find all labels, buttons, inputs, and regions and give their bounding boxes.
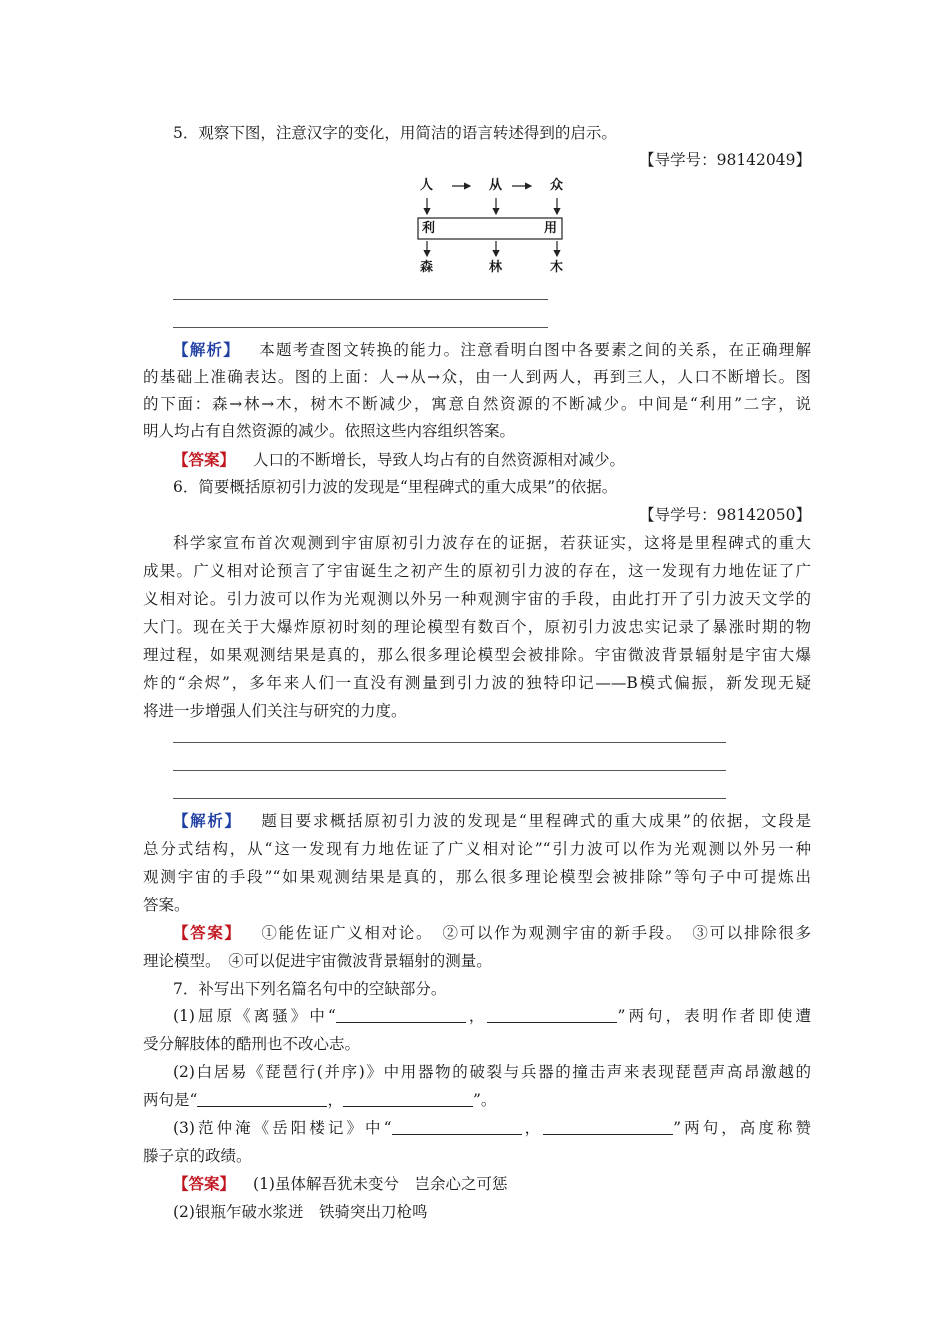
q7-item3-cont: 滕子京的政绩。 <box>143 1147 252 1165</box>
answer-tag: 【答案】 <box>173 1174 236 1193</box>
q6-analysis-line: 答案。 <box>143 896 190 914</box>
fill-blank[interactable] <box>197 1090 327 1107</box>
answer-line[interactable] <box>173 770 726 771</box>
character-diagram <box>414 176 569 280</box>
char-cong: 从 <box>489 178 503 193</box>
fill-blank[interactable] <box>343 1090 473 1107</box>
q7-item2-cont: 两句是“ ， ”。 <box>143 1091 497 1109</box>
answer-tag: 【答案】 <box>173 923 242 942</box>
char-yong: 用 <box>544 221 558 236</box>
answer-tag: 【答案】 <box>173 450 236 469</box>
q6-passage-line: 义相对论。引力波可以作为光观测以外另一种观测宇宙的手段，由此打开了引力波天文学的 <box>143 590 811 608</box>
q6-passage-line: 炸的“余烬”，多年来人们一直没有测量到引力波的独特印记——B模式偏振，新发现无疑 <box>143 674 811 692</box>
q6-answer-line: 理论模型。 ④可以促进宇宙微波背景辐射的测量。 <box>143 952 492 970</box>
q5-analysis-line: 明人均占有自然资源的减少。依照这些内容组织答案。 <box>143 422 516 440</box>
fill-blank[interactable] <box>392 1118 522 1135</box>
char-mu: 木 <box>550 260 564 275</box>
q6-answer-line: 【答案】 ①能佐证广义相对论。 ②可以作为观测宇宙的新手段。 ③可以排除很多 <box>173 923 811 942</box>
q6-analysis-line: 总分式结构，从“这一发现有力地佐证了广义相对论”“引力波可以作为光观测以外另一种 <box>143 840 811 858</box>
answer-line[interactable] <box>173 798 726 799</box>
q6-analysis-line: 观测宇宙的手段”“如果观测结果是真的，那么很多理论模型会被排除”等句子中可提炼出 <box>143 868 811 886</box>
q5-analysis-line: 的基础上准确表达。图的上面：人→从→众，由一人到两人，再到三人，人口不断增长。图 <box>143 368 811 386</box>
q7-item3: (3)范仲淹《岳阳楼记》中“ ， ”两句，高度称赞 <box>173 1119 811 1137</box>
q6-ref-number: 【导学号：98142050】 <box>639 506 811 524</box>
q6-passage-line: 科学家宣布首次观测到宇宙原初引力波存在的证据，若获证实，这将是里程碑式的重大 <box>173 534 811 552</box>
q5-prompt: 5．观察下图，注意汉字的变化，用简洁的语言转述得到的启示。 <box>173 124 617 142</box>
q7-prompt: 7．补写出下列名篇名句中的空缺部分。 <box>173 980 447 998</box>
char-lin: 林 <box>489 260 503 275</box>
q6-passage-line: 将进一步增强人们关注与研究的力度。 <box>143 702 407 720</box>
char-zhong: 众 <box>550 178 564 193</box>
q6-passage-line: 成果。广义相对论预言了宇宙诞生之初产生的原初引力波的存在，这一发现有力地佐证了广 <box>143 562 811 580</box>
fill-blank[interactable] <box>487 1006 617 1023</box>
q5-analysis-line: 的下面：森→林→木，树木不断减少，寓意自然资源的不断减少。中间是“利用”二字，说 <box>143 395 811 413</box>
q7-answer-line: 【答案】 (1)虽体解吾犹未变兮 岂余心之可惩 <box>173 1174 508 1193</box>
char-li: 利 <box>422 221 436 236</box>
q7-item1-cont: 受分解肢体的酷刑也不改心志。 <box>143 1035 361 1053</box>
q6-passage-line: 理过程，如果观测结果是真的，那么很多理论模型会被排除。宇宙微波背景辐射是宇宙大爆 <box>143 646 811 664</box>
fill-blank[interactable] <box>543 1118 673 1135</box>
q5-ref-number: 【导学号：98142049】 <box>639 151 811 169</box>
fill-blank[interactable] <box>336 1006 466 1023</box>
char-ren: 人 <box>420 178 434 193</box>
analysis-tag: 【解析】 <box>173 340 241 359</box>
analysis-tag: 【解析】 <box>173 811 242 830</box>
q5-analysis-line: 【解析】 本题考查图文转换的能力。注意看明白图中各要素之间的关系，在正确理解 <box>173 340 811 359</box>
q5-answer: 【答案】 人口的不断增长，导致人均占有的自然资源相对减少。 <box>173 450 626 469</box>
char-sen: 森 <box>420 260 434 275</box>
answer-line[interactable] <box>173 299 548 300</box>
q7-answer-line: (2)银瓶乍破水浆迸 铁骑突出刀枪鸣 <box>173 1203 428 1221</box>
q6-prompt: 6．简要概括原初引力波的发现是“里程碑式的重大成果”的依据。 <box>173 478 618 496</box>
q6-passage-line: 大门。现在关于大爆炸原初时刻的理论模型有数百个，原初引力波忠实记录了暴涨时期的物 <box>143 618 811 636</box>
q7-item2: (2)白居易《琵琶行(并序)》中用器物的破裂与兵器的撞击声来表现琵琶声高昂激越的 <box>173 1063 811 1081</box>
answer-line[interactable] <box>173 742 726 743</box>
q6-analysis-line: 【解析】 题目要求概括原初引力波的发现是“里程碑式的重大成果”的依据，文段是 <box>173 811 811 830</box>
q7-item1: (1)屈原《离骚》中“ ， ”两句，表明作者即使遭 <box>173 1007 811 1025</box>
answer-line[interactable] <box>173 327 548 328</box>
